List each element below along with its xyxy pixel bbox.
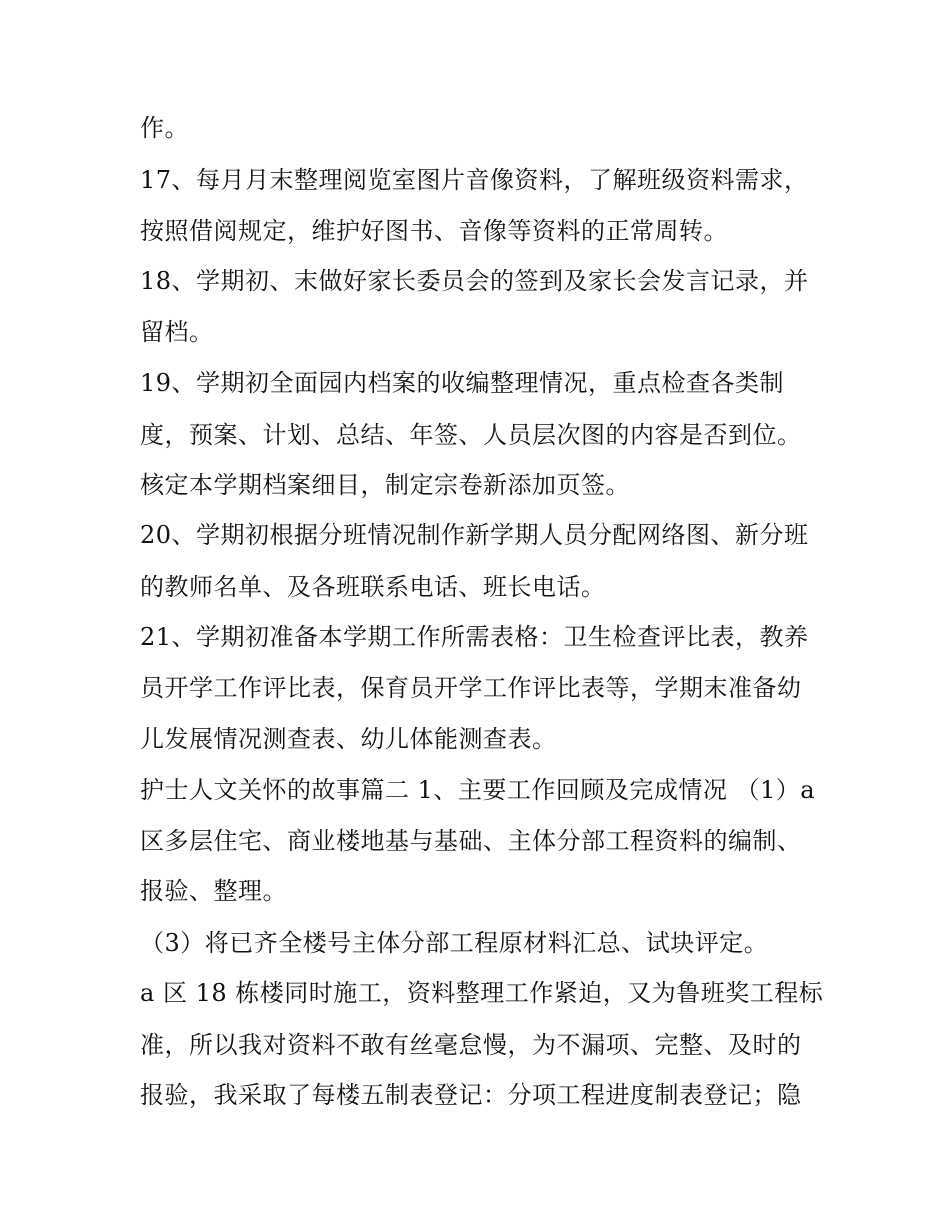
text-line: 度，预案、计划、总结、年签、人员层次图的内容是否到位。 [140, 421, 802, 449]
text-line: 留档。 [140, 318, 214, 346]
text-line: 17、每月月末整理阅览室图片音像资料，了解班级资料需求， [140, 166, 809, 194]
text-line: 儿发展情况测查表、幼儿体能测查表。 [140, 725, 557, 753]
text-line: 的教师名单、及各班联系电话、班长电话。 [140, 573, 606, 601]
text-line: 19、学期初全面园内档案的收编整理情况，重点检查各类制 [140, 369, 785, 397]
text-line: 核定本学期档案细目，制定宗卷新添加页签。 [140, 471, 630, 499]
text-line: 准，所以我对资料不敢有丝毫怠慢，为不漏项、完整、及时的 [140, 1031, 802, 1059]
text-line: 21、学期初准备本学期工作所需表格：卫生检查评比表，教养 [140, 623, 809, 651]
text-line: 18、学期初、末做好家长委员会的签到及家长会发言记录，并 [140, 267, 809, 295]
text-line: 20、学期初根据分班情况制作新学期人员分配网络图、新分班 [140, 521, 809, 549]
text-line: 按照借阅规定，维护好图书、音像等资料的正常周转。 [140, 217, 728, 245]
text-line: 护士人文关怀的故事篇二 1、主要工作回顾及完成情况 （1）a [140, 776, 816, 804]
text-line: 员开学工作评比表，保育员开学工作评比表等，学期末准备幼 [140, 674, 802, 702]
text-line: （3）将已齐全楼号主体分部工程原材料汇总、试块评定。 [140, 929, 769, 957]
text-line: 区多层住宅、商业楼地基与基础、主体分部工程资料的编制、 [140, 827, 802, 855]
text-line: 报验，我采取了每楼五制表登记：分项工程进度制表登记；隐 [140, 1081, 802, 1109]
text-line: a 区 18 栋楼同时施工，资料整理工作紧迫，又为鲁班奖工程标 [140, 979, 824, 1007]
text-line: 报验、整理。 [140, 877, 287, 905]
text-line: 作。 [140, 114, 189, 142]
